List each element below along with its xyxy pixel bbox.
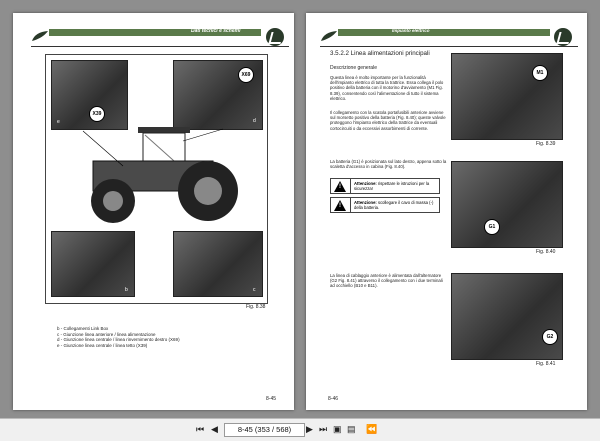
- section-heading: 3.5.2.2 Linea alimentazioni principali: [330, 50, 430, 57]
- paragraph-1: Questa linea è molto importante per la funzionalità dell'impianto elettrico di tutta la trattrice. Essa collega il polo positivo della batteria con il motorino d'avviamento (M1 Fig. 8.39), consentendo così l'alimentazione di tutto il sistema elettrico.: [330, 75, 444, 101]
- photo-letter: b: [125, 287, 128, 293]
- figure-label: Fig. 8.40: [536, 249, 556, 255]
- brand-logo-icon: [266, 28, 284, 46]
- last-page-icon[interactable]: ⏭: [319, 424, 328, 434]
- next-page-icon[interactable]: ▶: [306, 424, 313, 434]
- header-rule: [31, 46, 289, 47]
- photo-letter: c: [253, 287, 256, 293]
- photo-letter: d: [253, 118, 256, 124]
- legend-item: b - Collegamenti Link Box: [57, 326, 109, 331]
- paragraph-4: La linea di cablaggio anteriore è alimentata dall'alternatore (G2 Fig. 8.41) attraverso il collegamento con i due terminali ad occhiello (B10 e B11).: [330, 273, 443, 289]
- tag-g1: G1: [484, 219, 500, 235]
- warning-icon: !: [334, 200, 346, 211]
- legend-item: e - Giunzione linea centrale / linea tetto (X39): [57, 342, 148, 348]
- warning-box-1: [330, 178, 440, 194]
- two-page-view-icon[interactable]: ▣: [333, 424, 342, 434]
- navigation-toolbar: [0, 418, 600, 441]
- warning-text: rispettare le istruzioni per la sicurezza!: [354, 181, 430, 191]
- warning-title: Attenzione:: [354, 181, 377, 186]
- photo-front-line: [173, 231, 263, 297]
- figure-label: Fig. 8.39: [536, 141, 556, 147]
- first-page-icon[interactable]: ⏮: [196, 424, 205, 434]
- prev-page-icon[interactable]: ◀: [211, 424, 218, 434]
- page-number-input[interactable]: 8-45 (353 / 568): [224, 423, 305, 437]
- header-title: Dati tecnici e schemi: [191, 28, 241, 34]
- photo-x39: [51, 60, 128, 130]
- warning-icon: !: [334, 181, 346, 192]
- right-page: [306, 13, 587, 410]
- warning-title: Attenzione:: [354, 200, 377, 205]
- back-icon[interactable]: ⏪: [366, 424, 378, 434]
- header-rule: [320, 46, 578, 47]
- photo-starter: [451, 53, 563, 140]
- figure-label: Fig. 8.38: [246, 304, 266, 310]
- page-number: 8-45: [266, 396, 277, 402]
- header-title: Impianto elettrico: [392, 28, 430, 33]
- photo-alternator: [451, 273, 563, 360]
- legend-item: d - Giunzione linea centrale / linea rinvernimento destro (X69): [57, 337, 180, 343]
- page-number: 8-46: [328, 396, 339, 402]
- tractor-drawing: [73, 121, 243, 231]
- tag-m1: M1: [532, 65, 548, 81]
- leaf-logo-icon: [320, 30, 338, 42]
- tag-g2: G2: [542, 329, 558, 345]
- brand-logo-icon: [554, 28, 572, 46]
- leaf-logo-icon: [31, 30, 49, 42]
- figure-label: Fig. 8.41: [536, 361, 556, 367]
- paragraph-2: Il collegamento con la scatola portafusibili anteriore avviene sul morsetto positivo della batteria (Fig. 8.40); queste valvole proteggono l'impianto elettrico della trattrice da eventuali cortocircuiti o da eccessivi assorbimenti di corrente.: [330, 110, 446, 131]
- tag-x39: X39: [89, 106, 105, 122]
- legend-item: c - Giunzione linea anteriore / linea alimentazione: [57, 331, 156, 337]
- legend-list: [57, 326, 180, 348]
- subheading: Descrizione generale: [330, 65, 377, 71]
- tag-x69: X69: [238, 67, 254, 83]
- photo-battery: [451, 161, 563, 248]
- left-page: [13, 13, 294, 410]
- photo-link-box: [51, 231, 135, 297]
- photo-letter: e: [57, 119, 60, 125]
- single-page-view-icon[interactable]: ▤: [347, 424, 356, 434]
- paragraph-3: La batteria (G1) è posizionata sul lato destro, appena sotto la scaletta d'accesso in cabina (Fig. 8.40).: [330, 159, 447, 170]
- warning-text: scollegare il cavo di massa (-) della batteria.: [354, 200, 434, 210]
- warning-box-2: [330, 197, 440, 213]
- header-bar: [338, 29, 550, 36]
